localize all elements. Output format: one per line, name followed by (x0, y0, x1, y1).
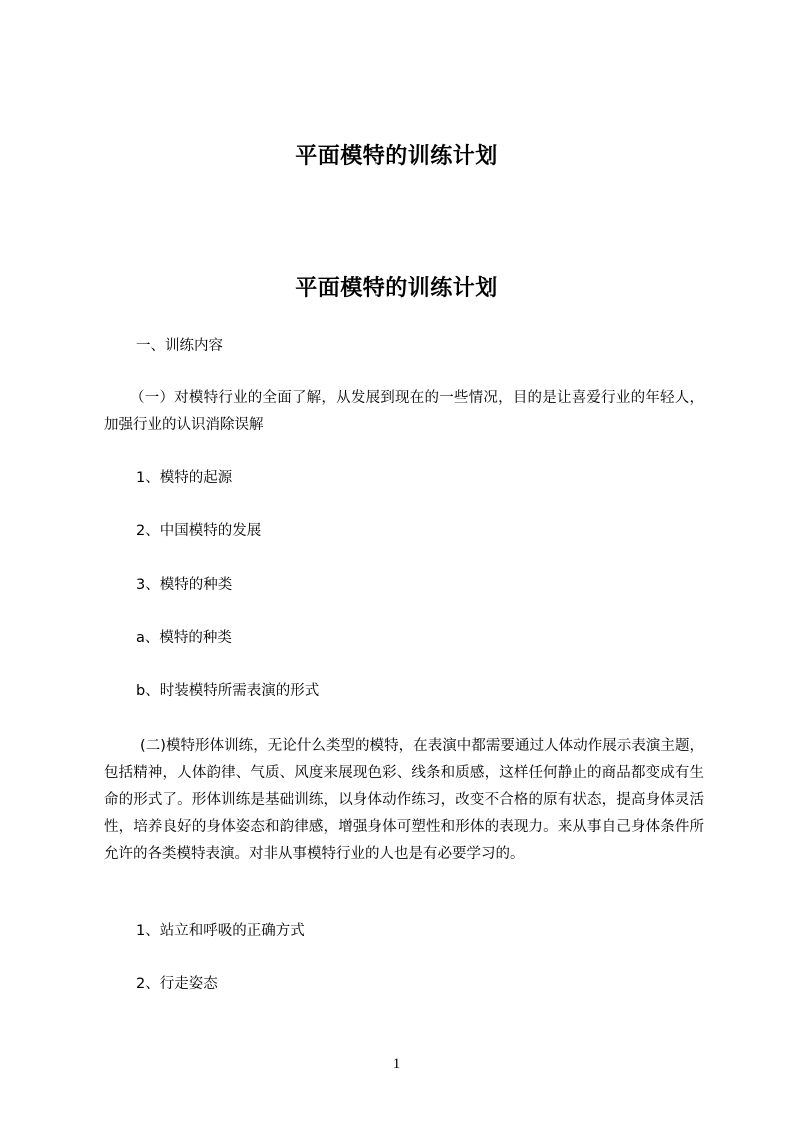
list-item: b、时装模特所需表演的形式 (136, 683, 320, 699)
list-item: 2、行走姿态 (136, 976, 218, 992)
document-header-title: 平面模特的训练计划 (295, 144, 498, 169)
list-item: 2、中国模特的发展 (136, 523, 262, 539)
part1-paragraph: （一）对模特行业的全面了解，从发展到现在的一些情况，目的是让喜爱行业的年轻人，加强行业的认识消除误解 (104, 390, 704, 433)
list-item: 1、站立和呼吸的正确方式 (136, 923, 305, 939)
list-item: 3、模特的种类 (136, 577, 233, 593)
list-item: a、模特的种类 (136, 630, 232, 646)
page-number: 1 (392, 1056, 401, 1072)
document-main-title: 平面模特的训练计划 (295, 276, 498, 301)
list-item: 1、模特的起源 (136, 470, 233, 486)
part2-paragraph: (二)模特形体训练，无论什么类型的模特，在表演中都需要通过人体动作展示表演主题，包括精神，人体韵律、气质、风度来展现色彩、线条和质感，这样任何静止的商品都变成有生命的形式了。形体训练是基础训练，以身体动作练习，改变不合格的原有状态，提高身体灵活性，培养良好的身体姿态和韵律感，增强身体可塑性和形体的表现力。来从事自己身体条件所允许的各类模特表演。对非从事模特行业的人也是有必要学习的。 (104, 738, 704, 862)
section-heading: 一、训练内容 (136, 338, 223, 354)
